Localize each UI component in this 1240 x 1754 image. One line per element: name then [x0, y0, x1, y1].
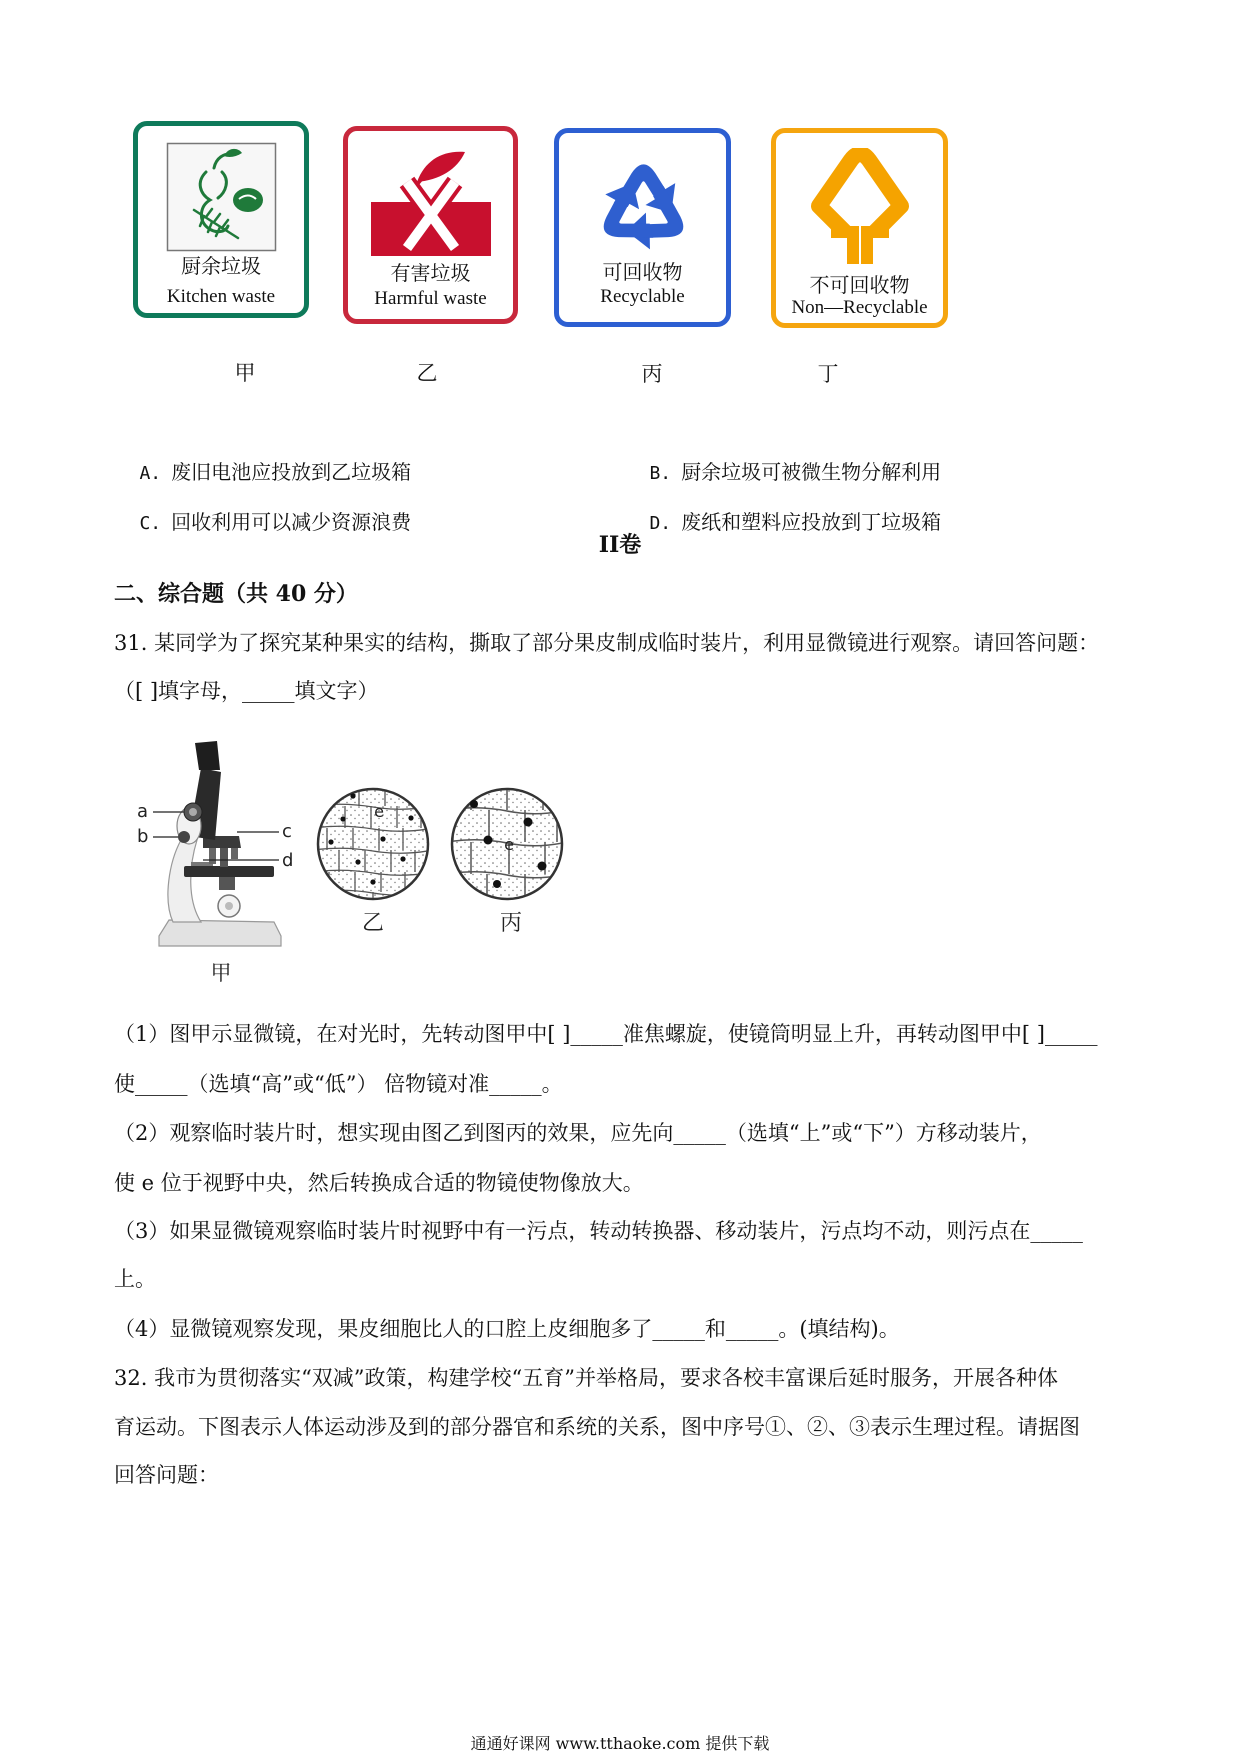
option-letter: B. — [649, 463, 672, 484]
q31-hint: （[ ]填字母，_____填文字） — [114, 679, 379, 703]
bin-caption-bing: 丙 — [641, 362, 663, 386]
bin-caption-ding: 丁 — [817, 362, 839, 386]
bin-label-en: Harmful waste — [374, 288, 487, 309]
bin-label-cn: 有害垃圾 — [390, 261, 471, 285]
option-text: 废纸和塑料应投放到丁垃圾箱 — [681, 510, 942, 534]
q31-part4-line1: （4）显微镜观察发现，果皮细胞比人的口腔上皮细胞多了_____和_____。(填结构)。 — [114, 1317, 900, 1341]
kitchen-waste-sign — [133, 121, 309, 318]
q31-part3-line2: 上。 — [114, 1267, 156, 1291]
option-text: 厨余垃圾可被微生物分解利用 — [681, 460, 942, 484]
objective-lens — [220, 848, 228, 867]
non-recyclable-icon — [807, 148, 913, 268]
caption-microscope: 甲 — [210, 961, 232, 985]
mirror-center — [225, 902, 233, 910]
label-b: b — [137, 826, 149, 847]
left-t-bar — [831, 226, 859, 238]
harmful-waste-icon — [371, 142, 491, 256]
caption-view-bing: 丙 — [499, 911, 523, 936]
label-a: a — [137, 801, 149, 822]
volume-heading: II卷 — [598, 532, 642, 558]
microscope-drawing — [137, 741, 293, 985]
microscope-base — [159, 920, 281, 946]
left-t-stem — [847, 238, 859, 264]
q31-part1-line2: 使_____（选填“高”或“低”） 倍物镜对准_____。 — [114, 1072, 563, 1096]
bin-label-en: Recyclable — [600, 286, 685, 307]
food-scrap-shape — [233, 188, 263, 212]
stage-support — [219, 876, 235, 890]
option-text: 回收利用可以减少资源浪费 — [171, 510, 412, 534]
section-title: 二、综合题（共 40 分） — [114, 581, 358, 607]
option-letter: D. — [649, 513, 672, 534]
q31-part3-line1: （3）如果显微镜观察临时装片时视野中有一污点，转动转换器、移动装片，污点均不动，则污点在_____ — [114, 1219, 1083, 1243]
option-letter: C. — [139, 513, 162, 534]
q32-line3: 回答问题： — [114, 1463, 219, 1487]
recyclable-sign — [554, 128, 731, 327]
microscope-figure — [129, 740, 589, 990]
option-letter: A. — [139, 463, 162, 484]
label-e: e — [374, 802, 384, 821]
bin-label-en: Non—Recyclable — [791, 297, 928, 318]
microscope-arm — [168, 840, 201, 922]
page-footer: 通通好课网 www.tthaoke.com 提供下载 — [470, 1734, 770, 1753]
non-recyclable-sign — [771, 128, 948, 328]
right-t-stem — [861, 238, 873, 264]
harmful-waste-sign — [343, 126, 518, 324]
q31-part2-line1: （2）观察临时装片时，想实现由图乙到图丙的效果，应先向_____（选填“上”或“下”）方移动装片， — [114, 1121, 1042, 1145]
triangle-loop — [819, 154, 901, 232]
bin-label-cn: 不可回收物 — [809, 273, 910, 297]
kitchen-waste-icon — [166, 142, 277, 252]
label-d: d — [282, 850, 294, 871]
q31-stem: 31. 某同学为了探究某种果实的结构，撕取了部分果皮制成临时装片，利用显微镜进行观察。请回答问题： — [114, 631, 1100, 655]
q31-part1-line1: （1）图甲示显微镜，在对光时，先转动图甲中[ ]_____准焦螺旋，使镜筒明显上升，再转动图甲中[ ]_____ — [114, 1022, 1098, 1046]
microscope-stage — [184, 866, 274, 877]
right-t-bar — [861, 226, 889, 238]
label-c: c — [282, 821, 292, 842]
bin-label-cn: 厨余垃圾 — [181, 254, 261, 278]
label-e: e — [504, 835, 514, 854]
q32-line1: 32. 我市为贯彻落实“双减”政策，构建学校“五育”并举格局，要求各校丰富课后延时服务，开展各种体 — [114, 1366, 1059, 1390]
field-of-view-yi — [313, 784, 433, 904]
field-of-view-bing — [447, 784, 567, 904]
caption-view-yi: 乙 — [361, 911, 385, 936]
q32-line2: 育运动。下图表示人体运动涉及到的部分器官和系统的关系，图中序号①、②、③表示生理过程。请据图 — [114, 1415, 1080, 1439]
option-text: 废旧电池应投放到乙垃圾箱 — [171, 460, 412, 484]
bin-caption-yi: 乙 — [416, 361, 438, 385]
recycle-icon — [584, 151, 703, 256]
bin-label-en: Kitchen waste — [166, 286, 276, 307]
eyepiece — [195, 741, 220, 770]
fine-adjustment-knob — [178, 831, 190, 843]
q31-part2-line2: 使 e 位于视野中央，然后转换成合适的物镜使物像放大。 — [114, 1171, 644, 1195]
objective-lens — [209, 846, 216, 864]
bin-caption-jia: 甲 — [234, 361, 256, 385]
bin-label-cn: 可回收物 — [602, 260, 683, 284]
coarse-knob-center — [189, 808, 197, 816]
